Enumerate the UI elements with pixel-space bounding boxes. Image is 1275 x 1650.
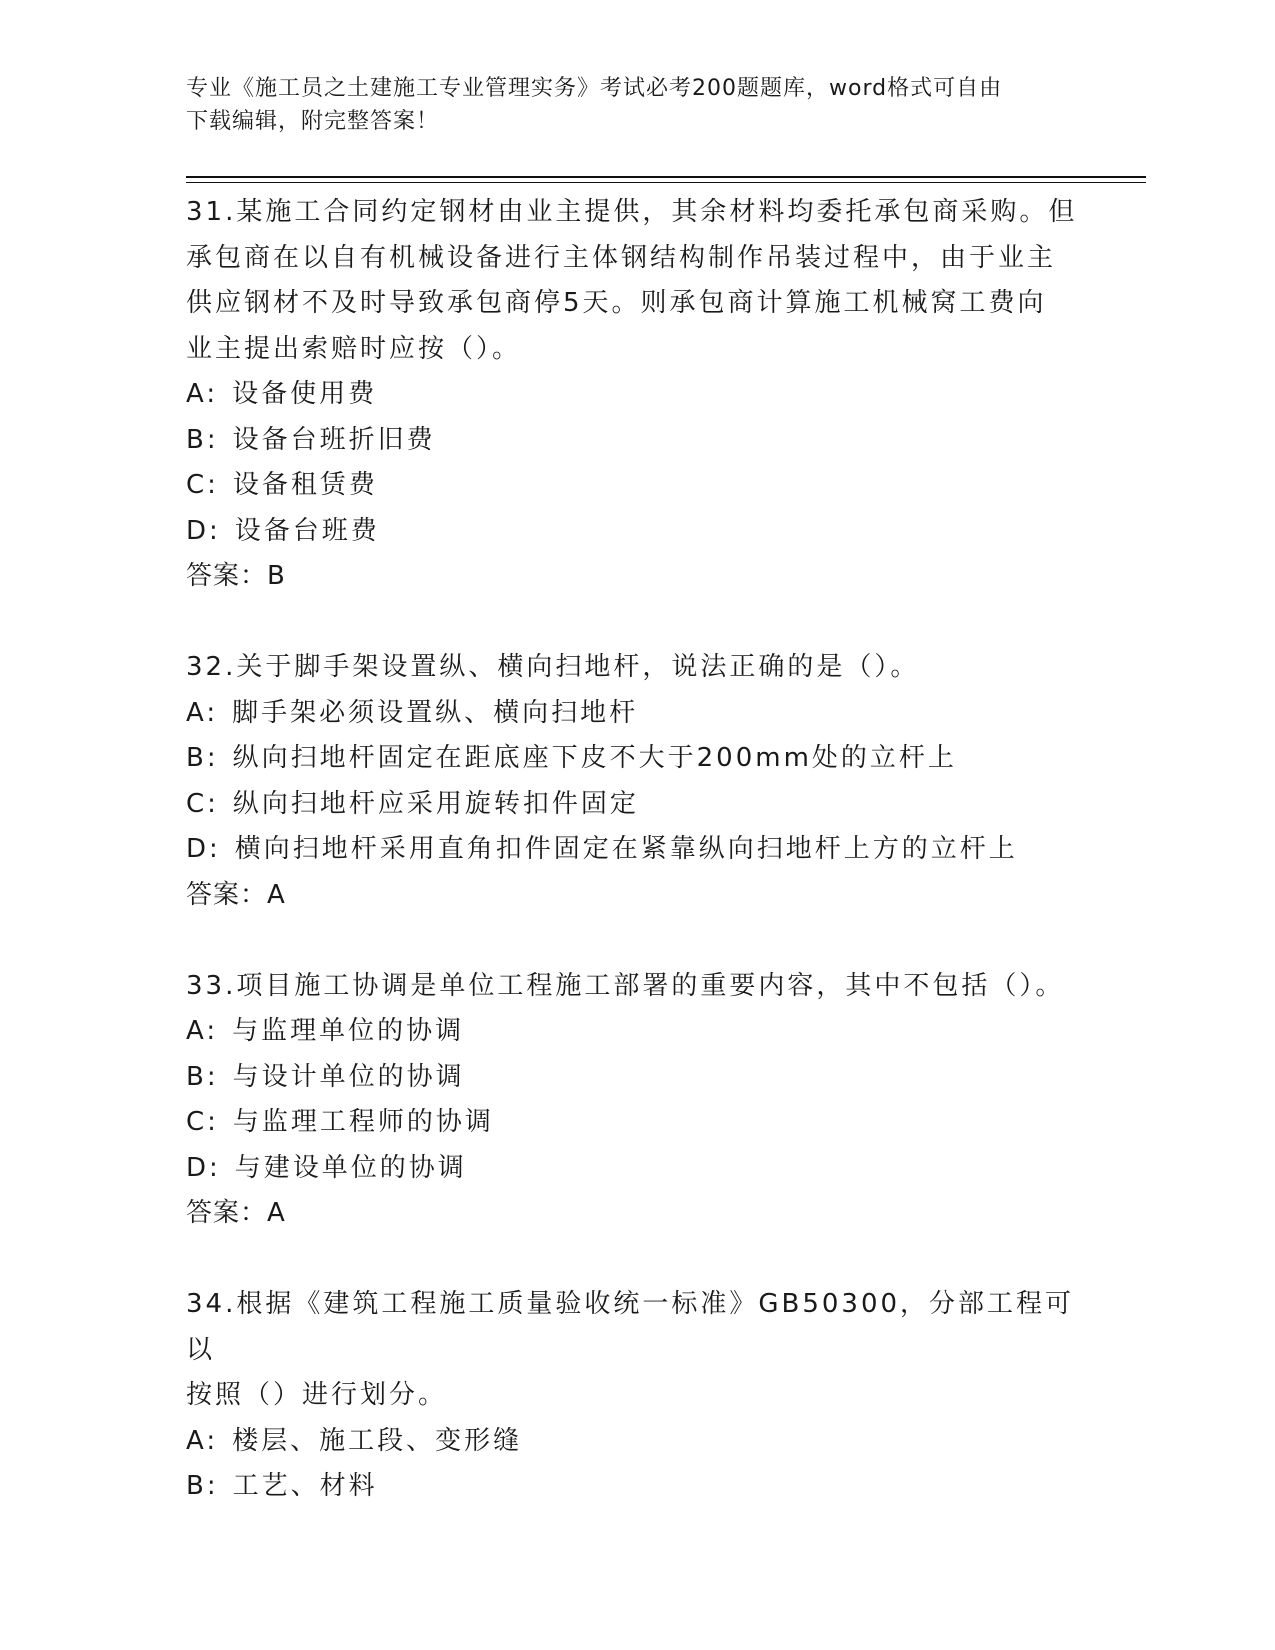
option-text: 与监理工程师的协调	[232, 1107, 494, 1137]
option-c	[186, 782, 1086, 828]
answer-line: 答案：A	[186, 879, 286, 910]
option-text: 与监理单位的协调	[232, 1016, 465, 1046]
header-line-2: 下载编辑，附完整答案！	[186, 109, 440, 134]
option-key: B:	[186, 424, 219, 455]
option-c	[186, 1100, 1086, 1146]
question-stem-line: 业主提出索赔时应按（）。	[186, 333, 522, 364]
option-text: 设备台班折旧费	[232, 424, 436, 455]
option-d	[186, 509, 1086, 555]
option-key: A:	[186, 1016, 219, 1046]
option-text: 设备台班费	[234, 515, 380, 546]
question-stem-line: 33.项目施工协调是单位工程施工部署的重要内容，其中不包括（）。	[186, 970, 1065, 1001]
header-rule-thin	[186, 182, 1146, 183]
option-key: C:	[186, 788, 219, 819]
option-text: 脚手架必须设置纵、横向扫地杆	[232, 697, 639, 728]
page-header	[186, 72, 1066, 138]
header-line-1: 专业《施工员之土建施工专业管理实务》考试必考200题题库，word格式可自由	[186, 76, 1003, 101]
option-key: B:	[186, 1061, 219, 1092]
option-a	[186, 372, 1086, 418]
option-key: A:	[186, 697, 219, 728]
option-key: D:	[186, 834, 221, 864]
answer-line: 答案：B	[186, 561, 286, 591]
option-text: 纵向扫地杆固定在距底座下皮不大于200mm处的立杆上	[232, 743, 957, 773]
option-key: C:	[186, 1107, 219, 1137]
option-key: D:	[186, 1152, 221, 1183]
question-stem-line: 按照（）进行划分。	[186, 1380, 448, 1410]
option-d	[186, 827, 1086, 873]
option-key: D:	[186, 515, 221, 546]
option-key: A:	[186, 1425, 219, 1456]
option-text: 设备使用费	[232, 379, 378, 409]
question-stem-line: 34.根据《建筑工程施工质量验收统一标准》GB50300，分部工程可以	[186, 1289, 1075, 1365]
question-32	[186, 645, 1086, 918]
option-text: 楼层、施工段、变形缝	[232, 1425, 523, 1456]
option-b	[186, 1055, 1086, 1101]
question-stem-line: 供应钢材不及时导致承包商停5天。则承包商计算施工机械窝工费向	[186, 288, 1047, 318]
question-list	[186, 190, 1086, 1555]
option-text: 工艺、材料	[232, 1471, 378, 1501]
header-rule-thick	[186, 176, 1146, 178]
question-stem-line: 31.某施工合同约定钢材由业主提供，其余材料均委托承包商采购。但	[186, 197, 1078, 227]
option-b	[186, 418, 1086, 464]
answer-line: 答案：A	[186, 1198, 286, 1228]
question-stem-line: 32.关于脚手架设置纵、横向扫地杆，说法正确的是（）。	[186, 652, 920, 682]
option-text: 纵向扫地杆应采用旋转扣件固定	[232, 788, 639, 819]
option-text: 横向扫地杆采用直角扣件固定在紧靠纵向扫地杆上方的立杆上	[234, 834, 1018, 864]
option-a	[186, 1009, 1086, 1055]
option-b	[186, 1464, 1086, 1510]
option-text: 设备租赁费	[232, 470, 378, 500]
option-b	[186, 736, 1086, 782]
option-a	[186, 691, 1086, 737]
question-31	[186, 190, 1086, 600]
option-d	[186, 1146, 1086, 1192]
option-text: 与建设单位的协调	[234, 1152, 467, 1183]
question-stem-line: 承包商在以自有机械设备进行主体钢结构制作吊装过程中，由于业主	[186, 242, 1057, 273]
question-33	[186, 964, 1086, 1237]
option-a	[186, 1419, 1086, 1465]
option-key: B:	[186, 743, 219, 773]
option-text: 与设计单位的协调	[232, 1061, 465, 1092]
option-key: A:	[186, 379, 219, 409]
option-c	[186, 463, 1086, 509]
option-key: C:	[186, 470, 219, 500]
question-34	[186, 1282, 1086, 1510]
option-key: B:	[186, 1471, 219, 1501]
